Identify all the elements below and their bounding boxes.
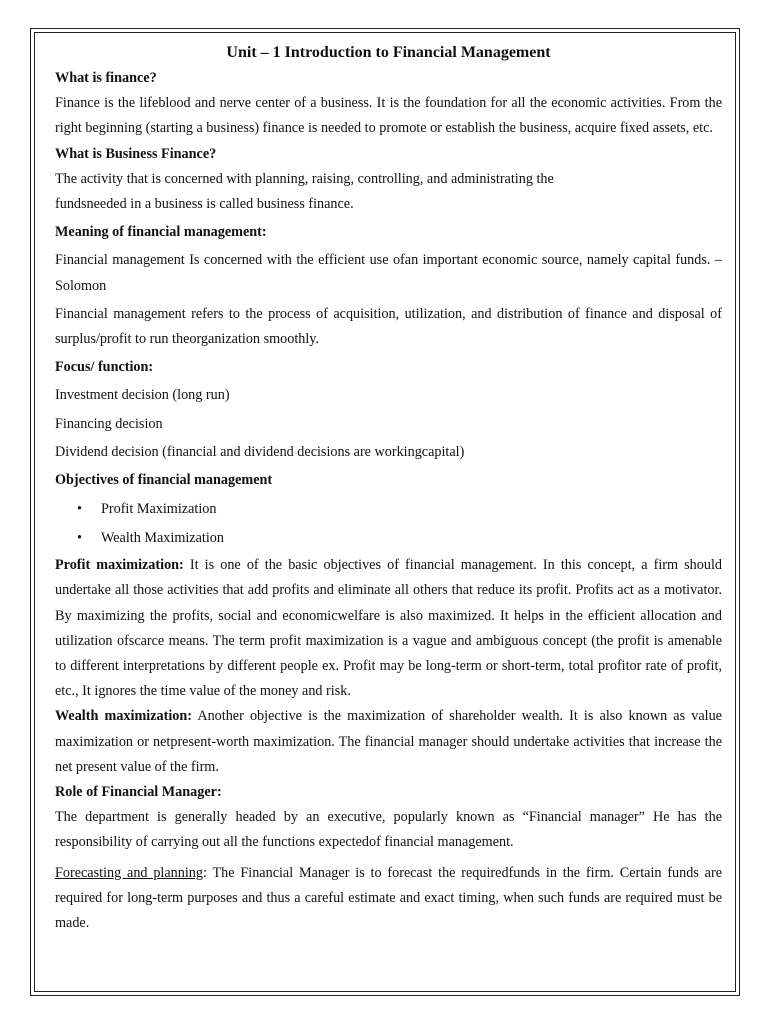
profit-maximization-label: Profit maximization: xyxy=(55,557,184,574)
focus-item-financing: Financing decision xyxy=(55,415,163,432)
list-item: • Profit Maximization xyxy=(55,495,722,524)
heading-business-finance: What is Business Finance? xyxy=(55,145,217,162)
page-title: Unit – 1 Introduction to Financial Management xyxy=(226,44,551,61)
objectives-list xyxy=(55,495,722,553)
paragraph-role: The department is generally headed by an executive, popularly known as “Financial manager” He has the responsibility of carrying out all the functions expectedof financial management. xyxy=(55,809,722,851)
paragraph-finance: Finance is the lifeblood and nerve center of a business. It is the foundation for all the economic activities. From the right beginning (starting a business) finance is needed to promote or establish the business, acquire fixed assets, etc. xyxy=(55,95,722,137)
forecasting-text: : The Financial Manager is to forecast the requiredfunds in the firm. Certain funds are required for long-term purposes and thus a careful estimate and exact timing, when such funds are required must be made. xyxy=(55,864,722,932)
paragraph-business-finance-line1: The activity that is concerned with planning, raising, controlling, and administrating the xyxy=(55,170,554,187)
paragraph-profit-maximization xyxy=(55,553,722,704)
paragraph-business-finance-line2: fundsneeded in a business is called business finance. xyxy=(55,196,354,213)
list-item: • Wealth Maximization xyxy=(55,524,722,553)
focus-item-dividend: Dividend decision (financial and dividend decisions are workingcapital) xyxy=(55,443,465,460)
heading-objectives: Objectives of financial management xyxy=(55,472,273,489)
bullet-icon: • xyxy=(77,501,82,518)
heading-focus-function: Focus/ function: xyxy=(55,359,154,376)
wealth-maximization-label: Wealth maximization: xyxy=(55,708,192,725)
wealth-maximization-text: Another objective is the maximization of shareholder wealth. It is also known as value maximization or netpresent-worth maximization. The financial manager should undertake activities that increase the net present value of the firm. xyxy=(55,708,722,775)
forecasting-label: Forecasting and planning xyxy=(55,864,203,881)
paragraph-fm-definition-1: Financial management Is concerned with the efficient use ofan important economic source, namely capital funds. – Solomon xyxy=(55,252,722,294)
bullet-icon: • xyxy=(77,530,82,547)
paragraph-fm-definition-2: Financial management refers to the process of acquisition, utilization, and distribution of finance and disposal of surplus/profit to run theorganization smoothly. xyxy=(55,305,722,348)
paragraph-forecasting xyxy=(55,861,722,937)
profit-maximization-text: It is one of the basic objectives of financial management. In this concept, a firm should undertake all those activities that add profits and eliminate all others that reduce its profit. Profits act as a motivator. By maximizing the profits, social and economicwelfare is also maximized. It helps in the efficient allocation and utilization ofscarce means. The term profit maximization is a vague and ambiguous concept (the profit is amenable to different interpretations by different people ex. Profit may be long-term or short-term, total profitor rate of profit, etc., It ignores the time value of the money and risk. xyxy=(55,557,722,700)
heading-what-is-finance: What is finance? xyxy=(55,70,157,86)
heading-role-financial-manager: Role of Financial Manager: xyxy=(55,784,222,801)
document-body xyxy=(55,42,722,936)
paragraph-wealth-maximization xyxy=(55,704,722,780)
focus-item-investment: Investment decision (long run) xyxy=(55,387,230,404)
heading-meaning-fm: Meaning of financial management: xyxy=(55,224,267,241)
